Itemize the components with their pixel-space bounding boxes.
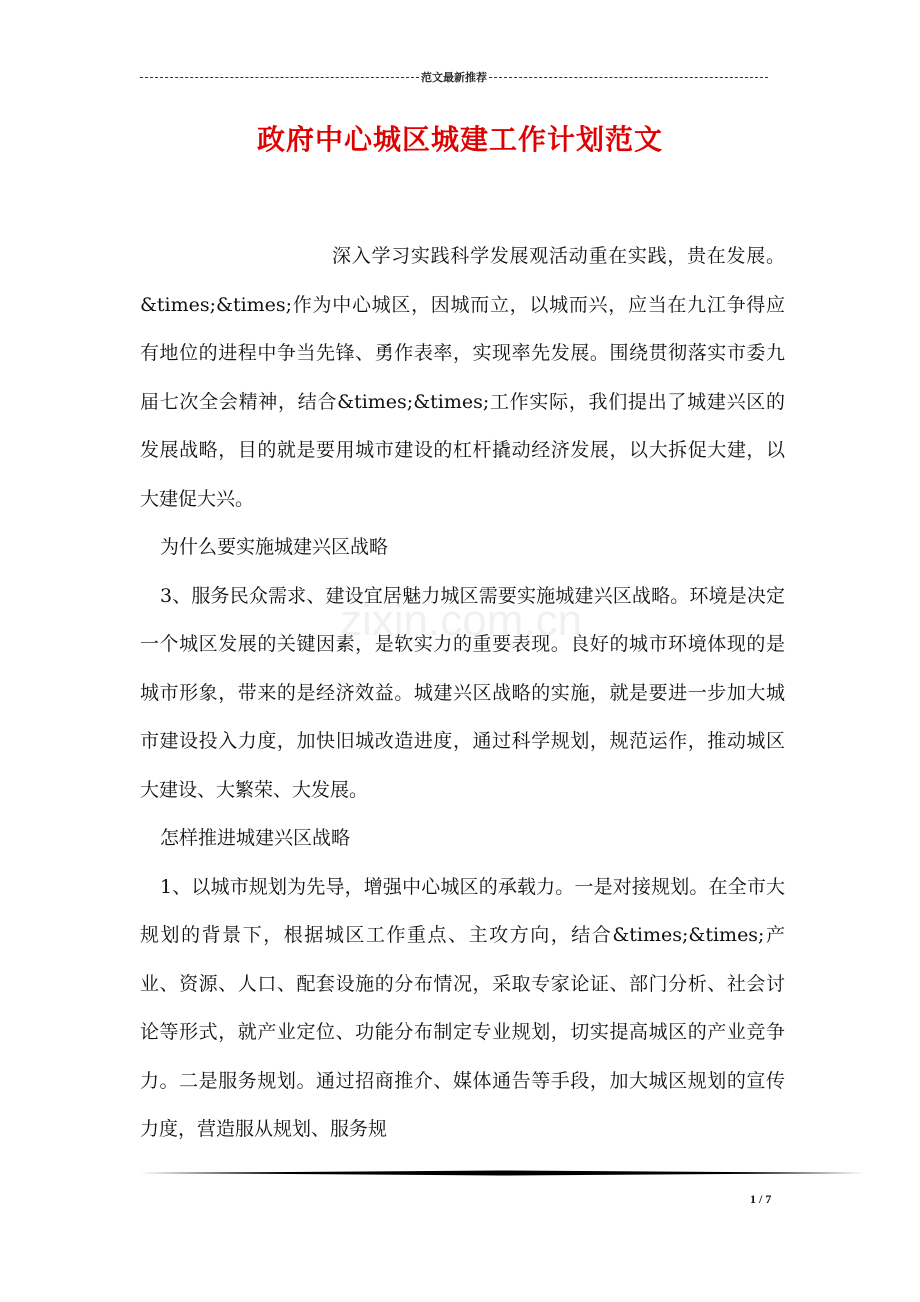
header-dash-right xyxy=(489,77,768,78)
page-number: 1 / 7 xyxy=(750,1192,772,1206)
section-heading-why: 为什么要实施城建兴区战略 xyxy=(160,536,389,558)
header-label: 范文最新推荐 xyxy=(421,71,487,84)
paragraph-point-1: 1、以城市规划为先导，增强中心城区的承载力。一是对接规划。在全市大规划的背景下，根据城区工作重点、主攻方向，结合&times;&times;产业、资源、人口、配套设施的分布情况，采取专家论证、部门分析、社会讨论等形式，就产业定位、功能分布制定专业规划，切实提高城区的产业竞争力。二是服务规划。通过招商推介、媒体通告等手段，加大城区规划的宣传力度，营造服从规划、服务规 xyxy=(140,875,785,1140)
paragraph-intro: 深入学习实践科学发展观活动重在实践，贵在发展。&times;&times;作为中心城区，因城而立，以城而兴，应当在九江争得应有地位的进程中争当先锋、勇作表率，实现率先发展。围绕贯彻落实市委九届七次全会精神，结合&times;&times;工作实际，我们提出了城建兴区的发展战略，目的就是要用城市建设的杠杆撬动经济发展，以大拆促大建，以大建促大兴。 xyxy=(140,245,785,510)
footer-divider xyxy=(140,1170,864,1176)
header-dash-left xyxy=(140,77,419,78)
document-body xyxy=(140,232,785,1154)
watermark: zixin.com.cn xyxy=(340,596,583,645)
document-title: 政府中心城区城建工作计划范文 xyxy=(256,123,663,156)
page-header xyxy=(140,68,768,86)
section-heading-how: 怎样推进城建兴区战略 xyxy=(160,827,351,849)
paragraph-point-3: 3、服务民众需求、建设宜居魅力城区需要实施城建兴区战略。环境是决定一个城区发展的关键因素，是软实力的重要表现。良好的城市环境体现的是城市形象，带来的是经济效益。城建兴区战略的实施，就是要进一步加大城市建设投入力度，加快旧城改造进度，通过科学规划，规范运作，推动城区大建设、大繁荣、大发展。 xyxy=(140,584,785,801)
